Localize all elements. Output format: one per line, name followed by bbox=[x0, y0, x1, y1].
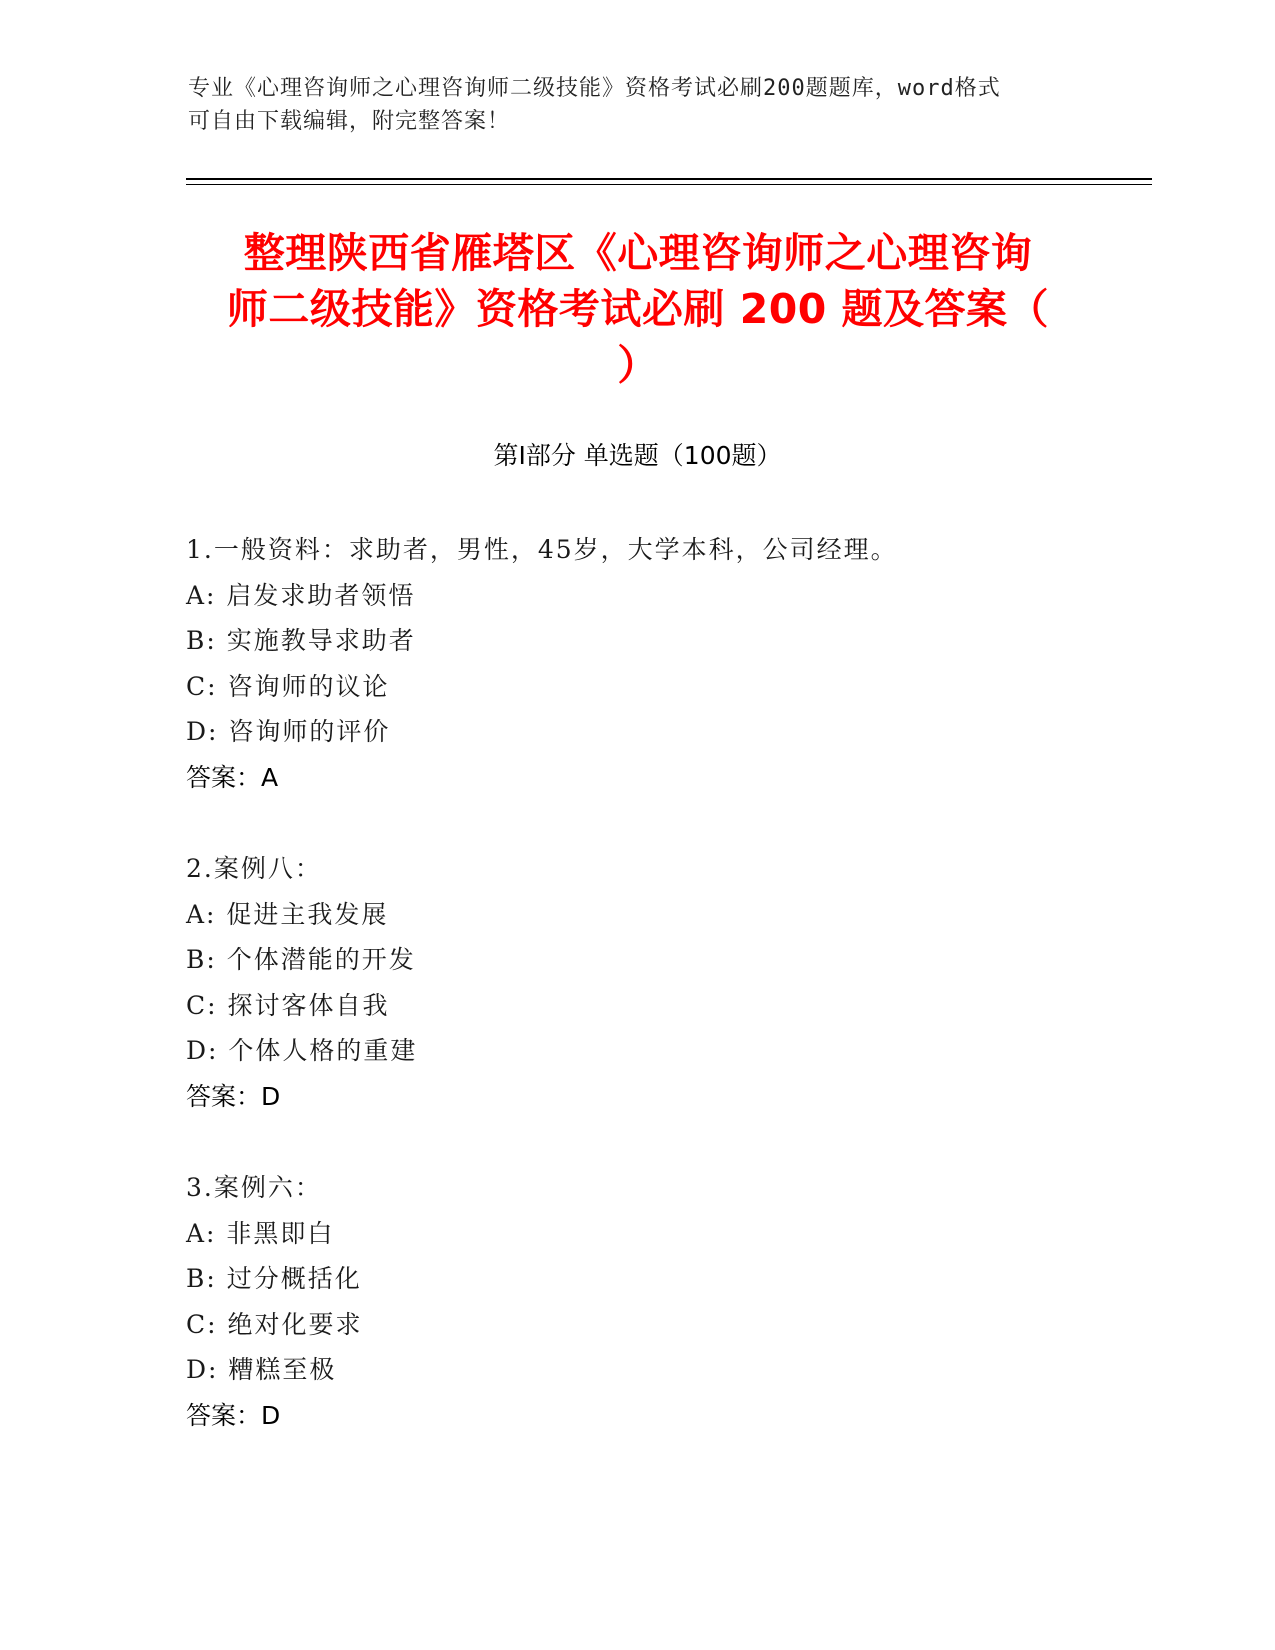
option-c: C: 咨询师的议论 bbox=[186, 671, 390, 701]
answer: 答案：D bbox=[186, 1081, 281, 1111]
document-intro bbox=[188, 72, 1068, 138]
option-a: A: 促进主我发展 bbox=[186, 899, 389, 929]
question-1 bbox=[186, 527, 1086, 800]
title-line-2: 师二级技能》资格考试必刷 200 题及答案（ bbox=[226, 285, 1050, 333]
question-2 bbox=[186, 846, 1086, 1119]
document-title bbox=[198, 225, 1078, 393]
intro-line-2: 可自由下载编辑，附完整答案！ bbox=[188, 109, 511, 134]
title-line-1: 整理陕西省雁塔区《心理咨询师之心理咨询 bbox=[243, 229, 1033, 277]
answer: 答案：D bbox=[186, 1400, 281, 1430]
section-title: 第Ⅰ部分 单选题（100题） bbox=[493, 441, 782, 470]
option-b: B: 实施教导求助者 bbox=[186, 626, 416, 655]
option-d: D: 个体人格的重建 bbox=[186, 1036, 418, 1065]
option-c: C: 绝对化要求 bbox=[186, 1309, 363, 1339]
option-d: D: 糟糕至极 bbox=[186, 1355, 337, 1384]
option-d: D: 咨询师的评价 bbox=[186, 717, 391, 746]
header-divider-thin bbox=[186, 184, 1152, 185]
question-3 bbox=[186, 1165, 1086, 1438]
question-stem: 3.案例六： bbox=[186, 1173, 322, 1202]
intro-line-1: 专业《心理咨询师之心理咨询师二级技能》资格考试必刷200题题库，word格式 bbox=[188, 76, 1001, 101]
option-a: A: 非黑即白 bbox=[186, 1218, 335, 1248]
option-b: B: 个体潜能的开发 bbox=[186, 945, 416, 974]
header-divider-thick bbox=[186, 178, 1152, 180]
title-line-3: ） bbox=[617, 341, 659, 389]
option-b: B: 过分概括化 bbox=[186, 1264, 362, 1293]
option-c: C: 探讨客体自我 bbox=[186, 990, 390, 1020]
option-a: A: 启发求助者领悟 bbox=[186, 580, 416, 610]
question-stem: 2.案例八： bbox=[186, 854, 322, 883]
answer: 答案：A bbox=[186, 762, 279, 792]
question-stem: 1.一般资料：求助者，男性，45岁，大学本科，公司经理。 bbox=[186, 535, 898, 564]
